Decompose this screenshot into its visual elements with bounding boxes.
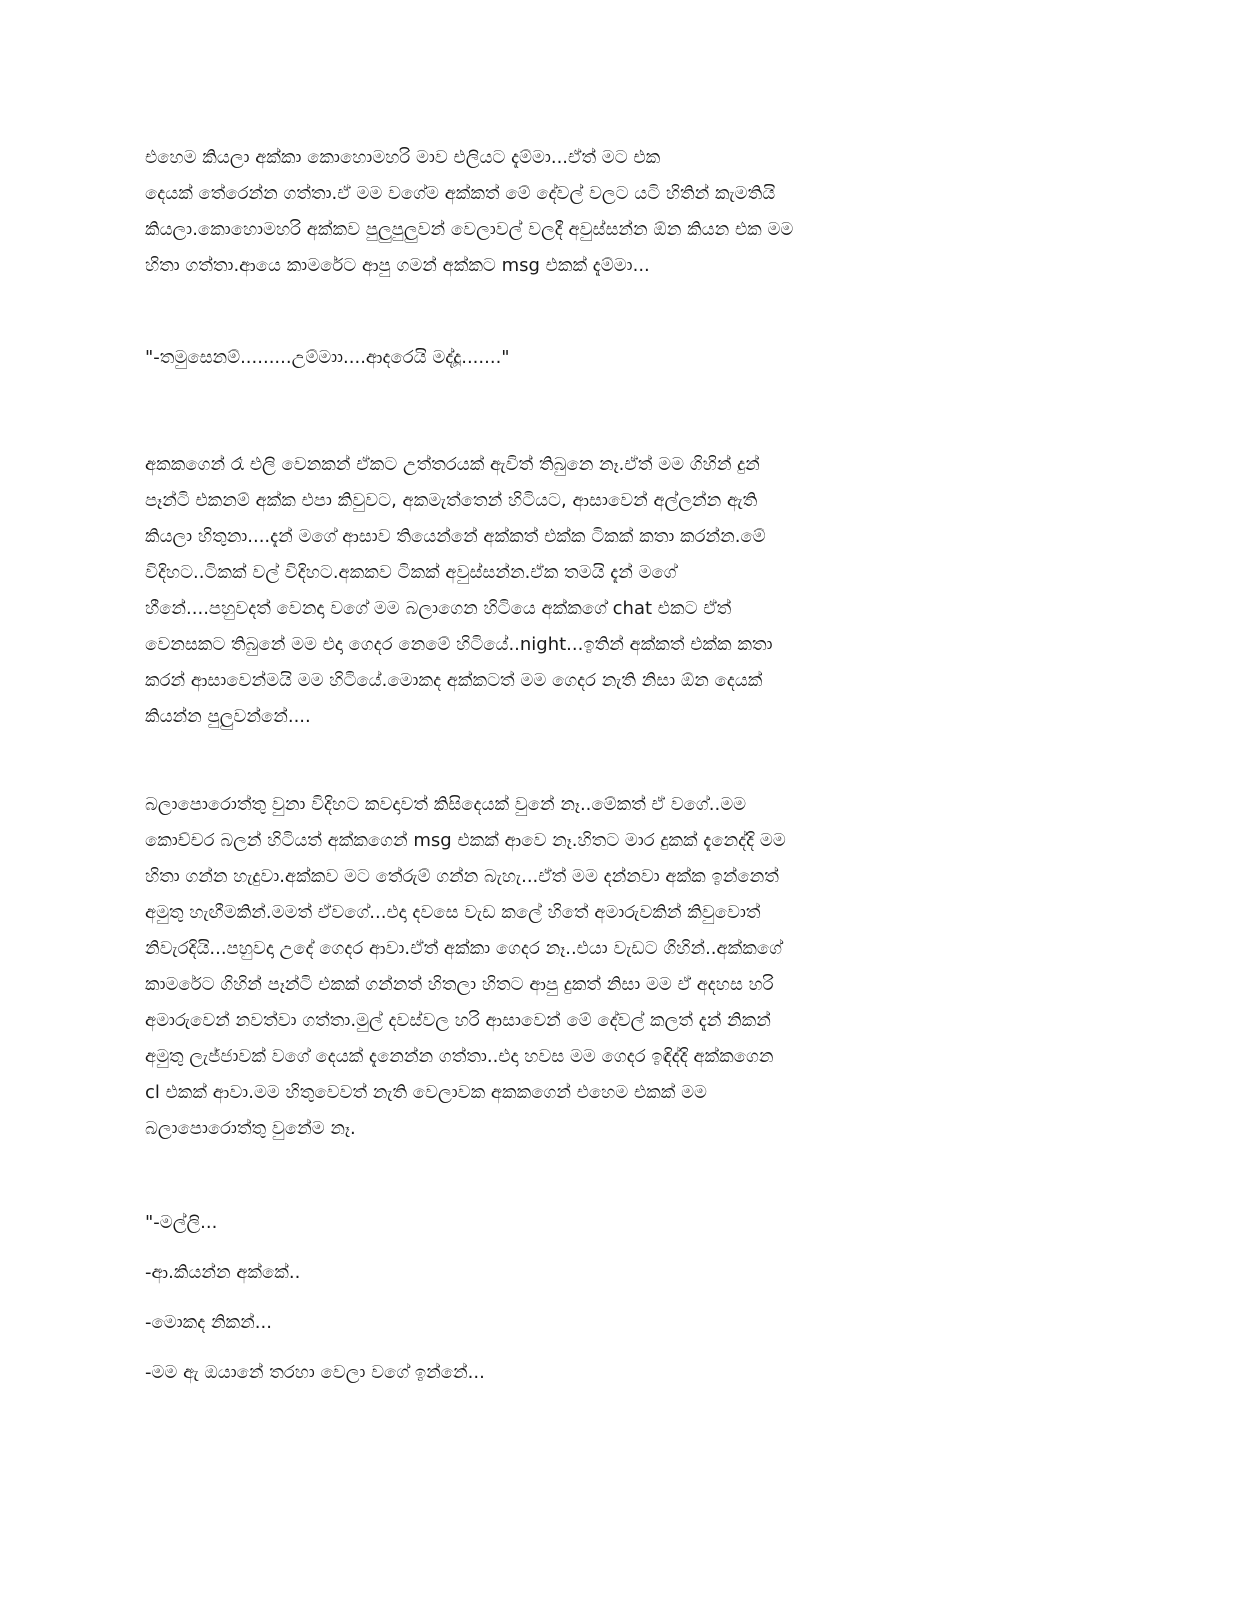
paragraph-4 — [145, 787, 1085, 1147]
dialog-block — [145, 1205, 1085, 1405]
paragraph-2 — [145, 340, 1085, 376]
paragraph-line: කියලා.කොහොමහරි අක්කව පුලුපුලුවන් වෙලාවල් වලදී අවුස්සන්න ඕන කියන එක මම — [145, 219, 794, 240]
dialog-line: -මොකද නිකන්... — [145, 1312, 272, 1333]
paragraph-line: හිතා ගත්තා.ආයෙ කාමරේට ආපු ගමන් අක්කට msg එකක් දැම්මා... — [145, 255, 650, 276]
paragraph-line: පෑන්ටි එකනම් අක්ක එපා කිවුවට, අකමැත්තෙන් හිටියට, ආසාවෙන් අල්ලන්න ඇති — [145, 490, 758, 511]
paragraph-line: කියලා හිතුනා....දැන් මගේ ආසාව තියෙන්නේ අක්කත් එක්ක ටිකක් කතා කරන්න.මේ — [145, 526, 766, 547]
paragraph-line: අමුතු ලැජ්ජාවක් වගේ දෙයක් දැනෙන්න ගත්තා..එදා හවස මම ගෙදර ඉඳිද්දි අක්කගෙන — [145, 1046, 774, 1067]
paragraph-line: අමුතු හැඟීමකින්.මමත් ඒවගේ...එදා දවසෙ වැඩ කලේ හිතේ අමාරුවකින් කිවුවොත් — [145, 902, 761, 923]
paragraph-line: හීනේ....පහුවදත් වෙනදා වගේ මම බලාගෙන හිටියෙ අක්කගේ chat එකට ඒත් — [145, 598, 732, 619]
paragraph-line: කාමරේට ගිහින් පෑන්ටි එකක් ගන්නත් හිතලා හිතට ආපු දුකත් නිසා මම ඒ අදහස හරි — [145, 974, 774, 995]
dialog-line: -ආ.කියන්න අක්කේ.. — [145, 1262, 301, 1283]
paragraph-line: කියන්න පුලුවන්නේ.... — [145, 706, 311, 727]
paragraph-line: නිවැරදියි...පහුවදා උදේ ගෙදර ආවා.ඒත් අක්කා ගෙදර නෑ..එයා වැඩට ගිහින්..අක්කගේ — [145, 938, 782, 959]
paragraph-line: අමාරුවෙන් නවත්වා ගත්තා.මුල් දවස්වල හරි ආසාවෙන් මේ දේවල් කලත් දැන් නිකන් — [145, 1010, 771, 1031]
paragraph-line: කොච්චර බලන් හිටියත් අක්කගෙන් msg එකක් ආවෙ නෑ.හිතට මාර දුකක් දැනෙද්දි මම — [145, 830, 786, 851]
paragraph-line: හිතා ගන්න හැදුවා.අක්කව මට තේරුම් ගන්න බැහැ...ඒත් මම දන්නවා අක්ක ඉන්නෙත් — [145, 866, 779, 887]
paragraph-line: බලාපොරොත්තු වුනේම නෑ. — [145, 1118, 356, 1139]
dialog-line: -මම ඇ ඔයානේ තරහා වෙලා වගේ ඉන්නේ... — [145, 1362, 485, 1383]
paragraph-line: cl එකක් ආවා.මම හිතුවෙවත් නැති වෙලාවක අකකගෙන් එහෙම එකක් මම — [145, 1082, 707, 1103]
paragraph-line: විදිහට..ටිකක් වල් විදිහට.අකකව ටිකක් අවුස්සන්න.ඒක තමයි දැන් මගේ — [145, 562, 677, 583]
paragraph-3 — [145, 447, 1085, 735]
paragraph-line: "-තමුසෙනම්.........උම්මාා....ආදරෙයි මද්දූ......." — [145, 347, 510, 368]
paragraph-line: බලාපොරොත්තු වුනා විදිහට කවදාවත් කිසිදෙයක් වුනේ නෑ..මේකත් ඒ වගේ..මම — [145, 794, 747, 815]
paragraph-line: කරන් ආසාවෙන්මයි මම හිටියේ.මොකද අක්කටත් මම ගෙදර නැති නිසා ඕන දෙයක් — [145, 670, 763, 691]
paragraph-1 — [145, 140, 1085, 284]
paragraph-line: දෙයක් තේරෙන්න ගත්තා.ඒ මම වගේම අක්කත් මේ දේවල් වලට යටි හිතින් කැමතියි — [145, 183, 776, 204]
paragraph-line: වෙනසකට තිබුනේ මම එදා ගෙදර නෙමේ හිටියේ..night...ඉතින් අක්කත් එක්ක කතා — [145, 634, 773, 655]
paragraph-line: එහෙම කියලා අක්කා කොහොමහරි මාව එලියට දැම්මා...ඒත් මට එක — [145, 147, 661, 168]
paragraph-line: අකකගෙන් රෑ එලි වෙනකන් ඒකට උත්තරයක් ඇවිත් තිබුනෙ නෑ.ඒත් මම ගිහින් දුන් — [145, 454, 760, 475]
dialog-line: "-මල්ලි... — [145, 1212, 218, 1233]
